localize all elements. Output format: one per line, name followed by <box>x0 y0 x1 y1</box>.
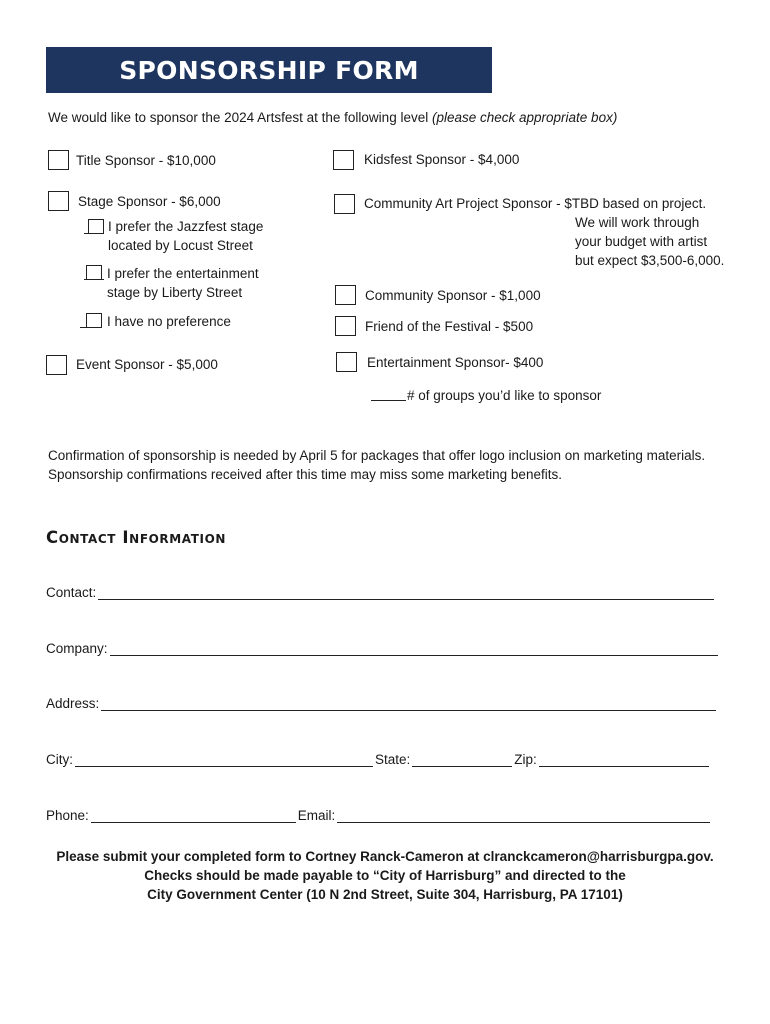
intro-text <box>48 110 617 125</box>
state-field[interactable] <box>412 754 512 767</box>
no-preference-checkbox[interactable] <box>86 313 102 328</box>
footer-line-3: City Government Center (10 N 2nd Street, Suite 304, Harrisburg, PA 17101) <box>147 887 623 902</box>
community-sponsor-label: Community Sponsor - $1,000 <box>365 288 541 303</box>
friend-festival-checkbox[interactable] <box>335 316 356 336</box>
groups-count-label: # of groups you’d like to sponsor <box>407 388 602 403</box>
city-state-zip-row <box>46 749 711 767</box>
jazzfest-stage-label-1: I prefer the Jazzfest stage <box>108 219 264 234</box>
community-art-checkbox[interactable] <box>334 194 355 214</box>
entertainment-stage-label-2: stage by Liberty Street <box>107 285 243 300</box>
contact-label: Contact: <box>46 585 97 600</box>
friend-festival-label: Friend of the Festival - $500 <box>365 319 534 334</box>
community-art-note-1: We will work through <box>575 215 700 230</box>
event-sponsor-label: Event Sponsor - $5,000 <box>76 357 218 372</box>
jazzfest-stage-label-2: located by Locust Street <box>108 238 253 253</box>
form-title: SPONSORSHIP FORM <box>119 55 419 85</box>
address-field[interactable] <box>101 698 716 711</box>
stage-sponsor-checkbox[interactable] <box>48 191 69 211</box>
address-row <box>46 693 718 711</box>
community-sponsor-checkbox[interactable] <box>335 285 356 305</box>
community-art-note-3: but expect $3,500-6,000. <box>575 253 725 268</box>
entertainment-stage-checkbox[interactable] <box>86 265 102 280</box>
confirmation-text <box>48 446 705 484</box>
form-title-banner <box>46 47 492 93</box>
community-art-note-2: your budget with artist <box>575 234 708 249</box>
kidsfest-sponsor-checkbox[interactable] <box>333 150 354 170</box>
intro-note: (please check appropriate box) <box>431 110 618 125</box>
event-sponsor-checkbox[interactable] <box>46 355 67 375</box>
phone-label: Phone: <box>46 808 89 823</box>
confirmation-line-2: Sponsorship confirmations received after this time may miss some marketing benefits. <box>48 467 562 482</box>
no-preference-label: I have no preference <box>107 314 231 329</box>
zip-field[interactable] <box>539 754 709 767</box>
state-label: State: <box>375 752 411 767</box>
contact-field[interactable] <box>98 587 714 600</box>
company-label: Company: <box>46 641 108 656</box>
kidsfest-sponsor-label: Kidsfest Sponsor - $4,000 <box>364 152 520 167</box>
city-label: City: <box>46 752 73 767</box>
company-field[interactable] <box>110 643 718 656</box>
title-sponsor-label: Title Sponsor - $10,000 <box>76 153 216 168</box>
groups-count-blank[interactable] <box>371 400 406 401</box>
city-field[interactable] <box>75 754 373 767</box>
zip-label: Zip: <box>514 752 537 767</box>
entertainment-sponsor-checkbox[interactable] <box>336 352 357 372</box>
contact-heading: Contact Information <box>46 528 227 547</box>
stage-sponsor-label: Stage Sponsor - $6,000 <box>78 194 221 209</box>
intro-main: We would like to sponsor the 2024 Artsfest at the following level <box>48 110 432 125</box>
footer-line-2: Checks should be made payable to “City of Harrisburg” and directed to the <box>144 868 626 883</box>
jazzfest-stage-checkbox[interactable] <box>88 219 104 234</box>
company-row <box>46 638 720 656</box>
title-sponsor-checkbox[interactable] <box>48 150 69 170</box>
submission-instructions <box>0 847 770 904</box>
email-label: Email: <box>297 808 336 823</box>
contact-row <box>46 582 716 600</box>
confirmation-line-1: Confirmation of sponsorship is needed by April 5 for packages that offer logo inclusion on marketing materials. <box>48 448 706 463</box>
entertainment-sponsor-label: Entertainment Sponsor- $400 <box>367 355 544 370</box>
email-field[interactable] <box>337 810 710 823</box>
address-label: Address: <box>46 696 100 711</box>
entertainment-stage-label-1: I prefer the entertainment <box>107 266 259 281</box>
phone-field[interactable] <box>91 810 296 823</box>
phone-email-row <box>46 805 712 823</box>
footer-line-1: Please submit your completed form to Cortney Ranck-Cameron at clranckcameron@harrisburgpa.gov. <box>56 849 714 864</box>
community-art-label: Community Art Project Sponsor - $TBD based on project. <box>364 196 707 211</box>
